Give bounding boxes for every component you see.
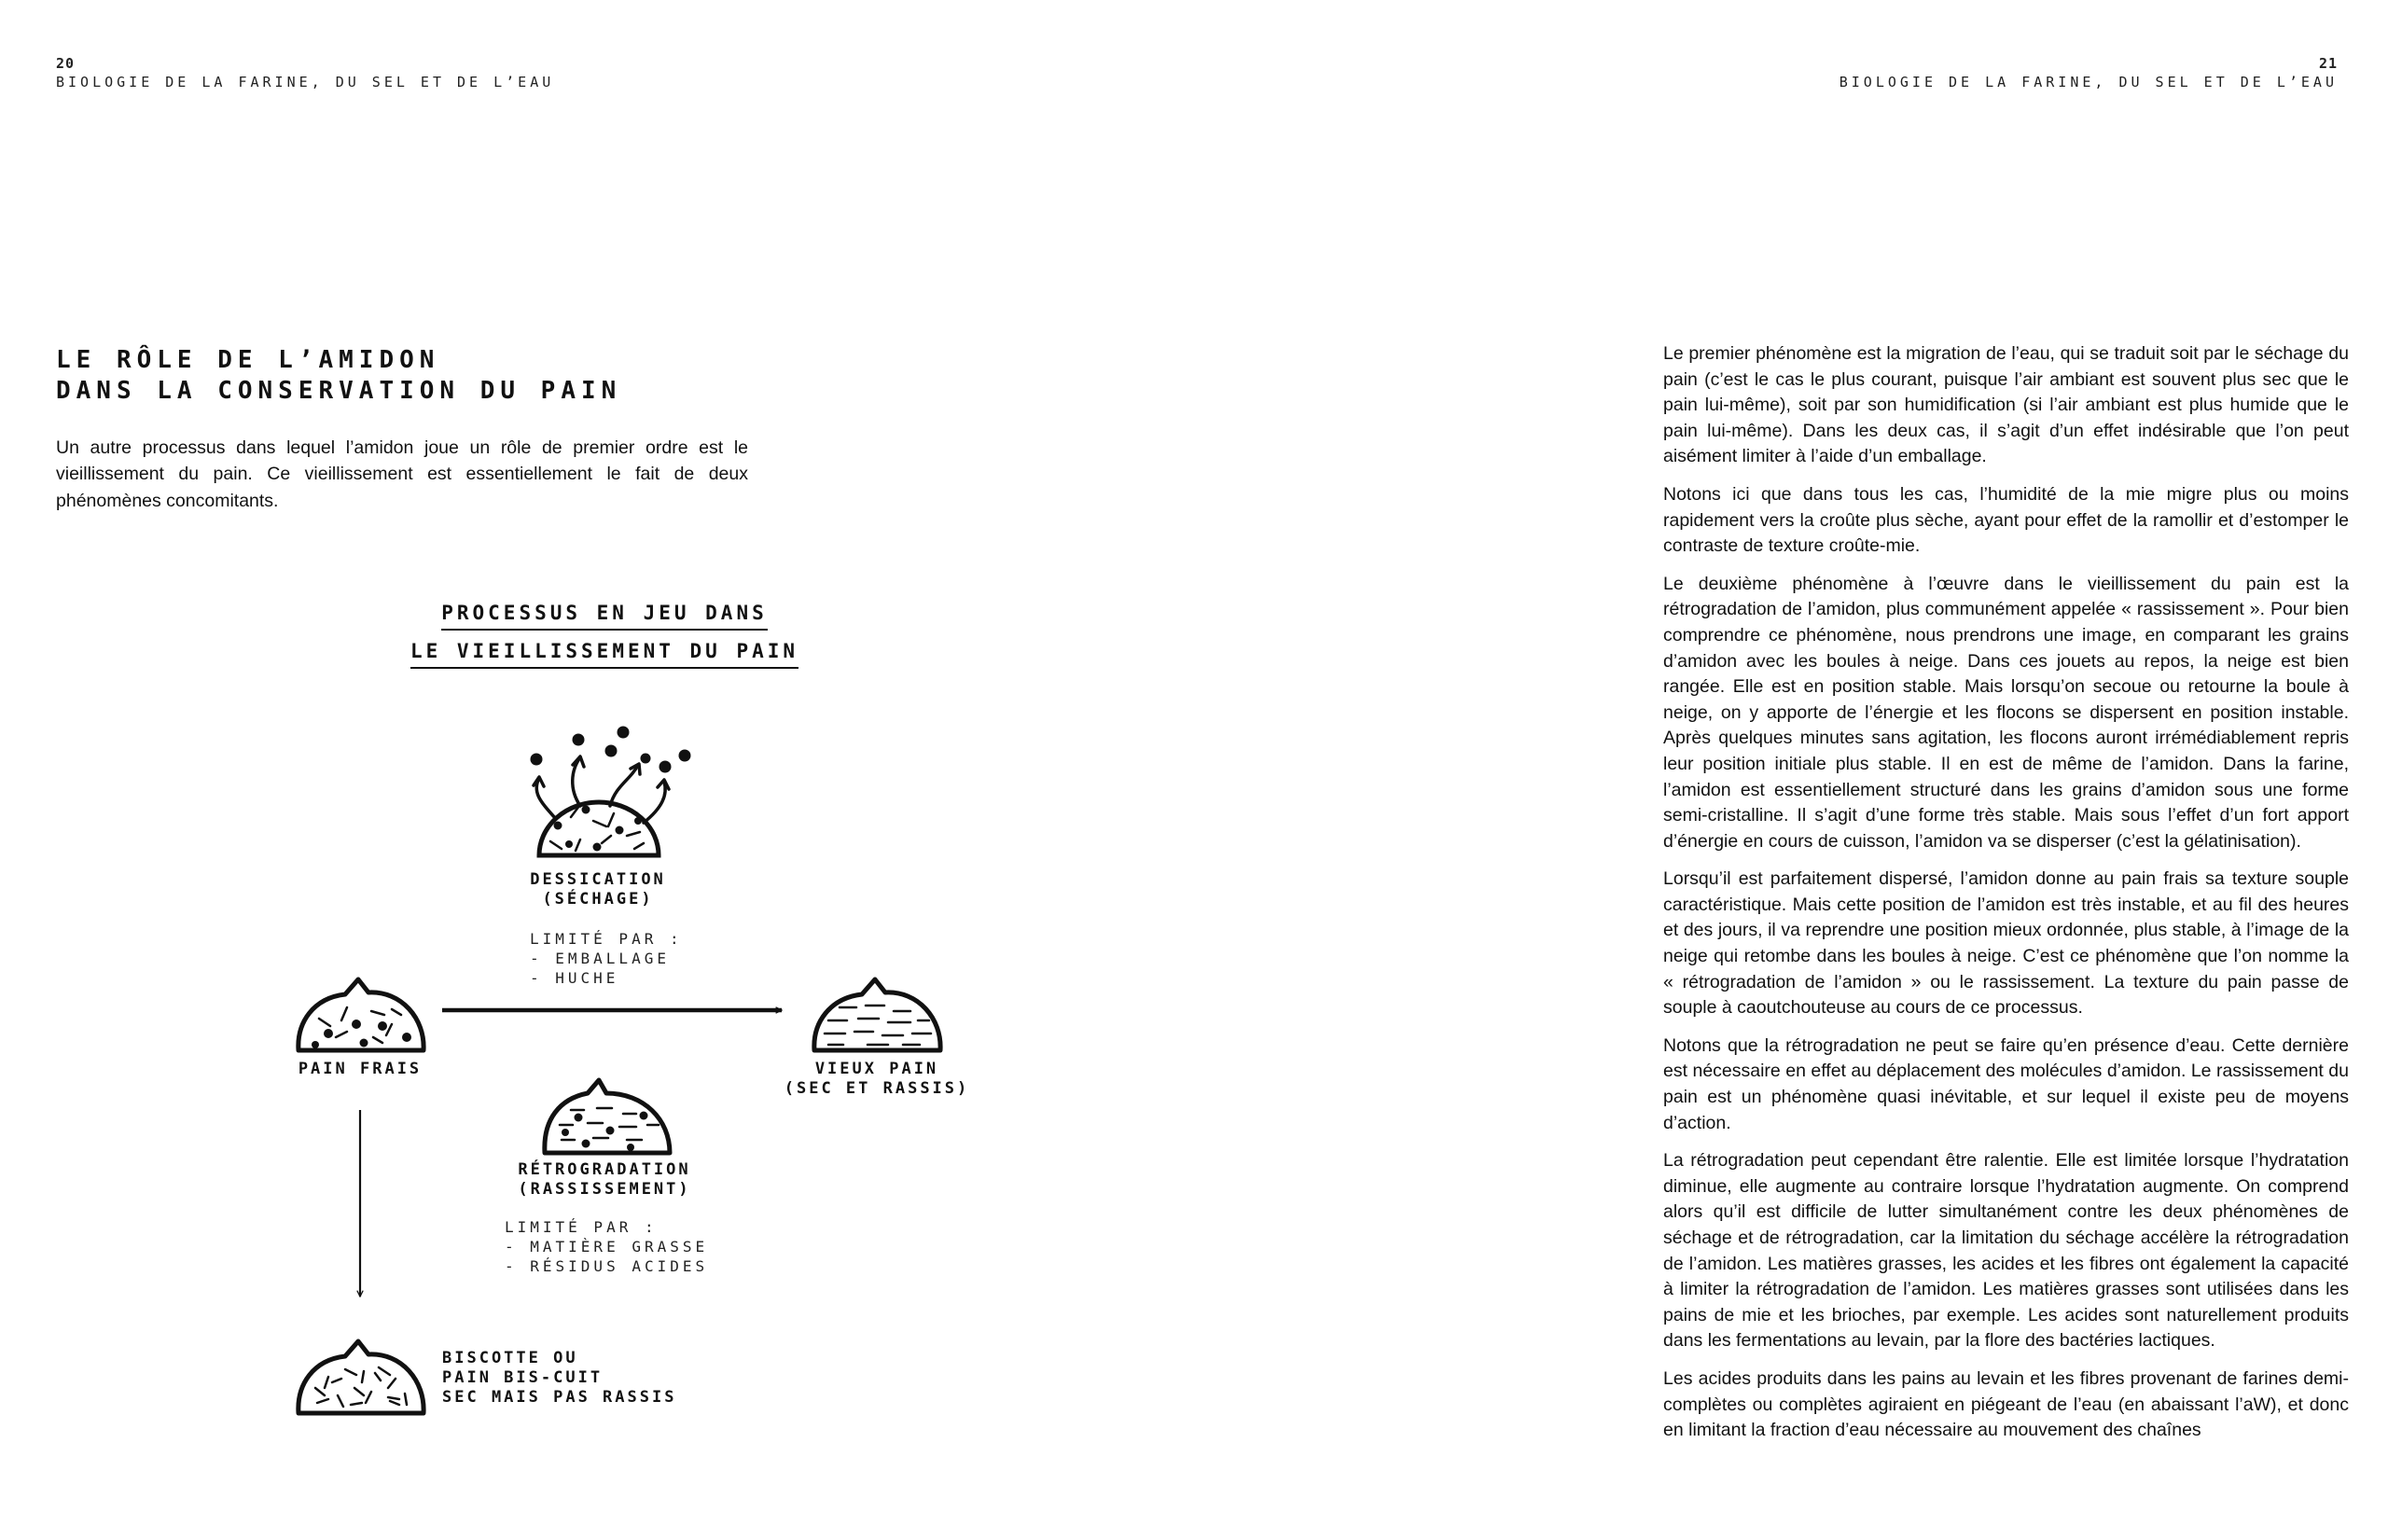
section-title-line-1: LE RÔLE DE L’AMIDON xyxy=(56,346,440,374)
stale-bread-icon xyxy=(814,979,940,1050)
vieux-pain-label: VIEUX PAIN (SEC ET RASSIS) xyxy=(784,1060,970,1098)
right-page-number: 21 xyxy=(2318,55,2338,72)
body-paragraph: Le premier phénomène est la migration de l’eau, qui se traduit soit par le séchage du pain (c’est le cas le plus courant, puisque l’air ambiant est souvent plus sec que le pain lui-même), soit par son humidification (si l’air ambiant est plus humide que le pain lui-même). Dans les deux cas, il s’agit d’un effet indésirable que l’on peut aisément limiter à l’aide d’un emballage. xyxy=(1663,343,2349,467)
dessication-bread-icon xyxy=(531,727,691,856)
intro-paragraph: Un autre processus dans lequel l’amidon joue un rôle de premier ordre est le vieillissement du pain. Ce vieillissement est essentiellement le fait de deux phénomènes concomitants. xyxy=(56,437,748,511)
diagram-title-line-2: LE VIEILLISSEMENT DU PAIN xyxy=(410,637,798,669)
left-page-number: 20 xyxy=(56,55,76,72)
body-paragraph: La rétrogradation peut cependant être ralentie. Elle est limitée lorsque l’hydratation diminue, elle augmente au contraire lorsque l’hydratation augmente. On comprend alors qu’il est difficile de lutter simultanément contre les deux phénomènes de séchage et de rétrogradation, car la limitation du séchage accélère la rétrogradation de l’amidon. Les matières grasses, les acides et les fibres ont également la capacité à limiter la rétrogradation de l’amidon. Les matières grasses sont utilisées dans les pains de mie et les brioches, par exemple. Les acides sont naturellement produits dans les fermentations au levain, par la flore des bactéries lactiques. xyxy=(1663,1150,2349,1352)
body-paragraph: Notons ici que dans tous les cas, l’humidité de la mie migre plus ou moins rapidement vers la croûte plus sèche, ayant pour effet de la ramollir et d’estomper le contraste de texture croûte-mie. xyxy=(1663,483,2349,557)
body-paragraph: Notons que la rétrogradation ne peut se faire qu’en présence d’eau. Cette dernière est nécessaire en effet au déplacement des molécules d’amidon. Le rassissement du pain est un phénomène quasi inévitable, et sur lequel il existe peu de moyens d’action. xyxy=(1663,1034,2349,1133)
body-text-column xyxy=(1663,341,2349,1456)
body-paragraph: Lorsqu’il est parfaitement dispersé, l’amidon donne au pain frais sa texture souple caractéristique. Mais cette position de l’amidon est très instable, et au fil des heures et des jours, il va reprendre une position mieux ordonnée, plus stable, à l’image de la neige qui retombe dans les boules à neige. C’est ce phénomène que l’on nomme la « rétrogradation de l’amidon » ou le rassissement. La texture du pain passe de souple à caoutchouteuse au cours de ce processus. xyxy=(1663,868,2349,1019)
retrogradation-limits: LIMITÉ PAR : - MATIÈRE GRASSE - RÉSIDUS ACIDES xyxy=(505,1218,709,1275)
body-paragraph: Les acides produits dans les pains au levain et les fibres provenant de farines demi-complètes ou complètes agiraient en piégeant de l’eau (en abaissant l’aW), et donc en limitant la fraction d’eau nécessaire au mouvement des chaînes xyxy=(1663,1367,2349,1441)
dessication-label: DESSICATION (SÉCHAGE) xyxy=(530,870,666,909)
dessication-limits: LIMITÉ PAR : - EMBALLAGE - HUCHE xyxy=(530,930,683,987)
retrogradation-label: RÉTROGRADATION (RASSISSEMENT) xyxy=(518,1160,691,1199)
diagram-title-line-1: PROCESSUS EN JEU DANS xyxy=(441,599,768,631)
retrogradation-bread-icon xyxy=(545,1080,670,1153)
right-running-head-text: BIOLOGIE DE LA FARINE, DU SEL ET DE L’EAU xyxy=(1839,74,2338,91)
fresh-bread-icon xyxy=(298,979,423,1050)
section-title-line-2: DANS LA CONSERVATION DU PAIN xyxy=(56,376,622,405)
biscotte-label: BISCOTTE OU PAIN BIS-CUIT SEC MAIS PAS RASSIS xyxy=(442,1349,677,1407)
biscotte-bread-icon xyxy=(298,1341,423,1413)
left-running-head-text: BIOLOGIE DE LA FARINE, DU SEL ET DE L’EAU xyxy=(56,74,555,91)
body-paragraph: Le deuxième phénomène à l’œuvre dans le vieillissement du pain est la rétrogradation de l’amidon, plus communément appelée « rassissement ». Pour bien comprendre ce phénomène, nous prendrons une image, en comparant les grains d’amidon avec les boules à neige. Dans ces jouets au repos, la neige est bien rangée. Elle est en position stable. Mais lorsqu’on secoue ou retourne la boule à neige, on y apporte de l’énergie et les flocons se dispersent en position instable. Après quelques minutes sans agitation, les flocons auront irrémédiablement repris leur position initiale plus stable. Il en est de même de l’amidon. Dans la farine, l’amidon est essentiellement structuré dans les grains d’amidon sous une forme semi-cristalline. Il s’agit d’une forme très stable. Mais sous l’effet d’un fort apport d’énergie en cours de cuisson, l’amidon va se disperser (c’est la gélatinisation). xyxy=(1663,573,2349,852)
pain-frais-label: PAIN FRAIS xyxy=(298,1060,423,1078)
